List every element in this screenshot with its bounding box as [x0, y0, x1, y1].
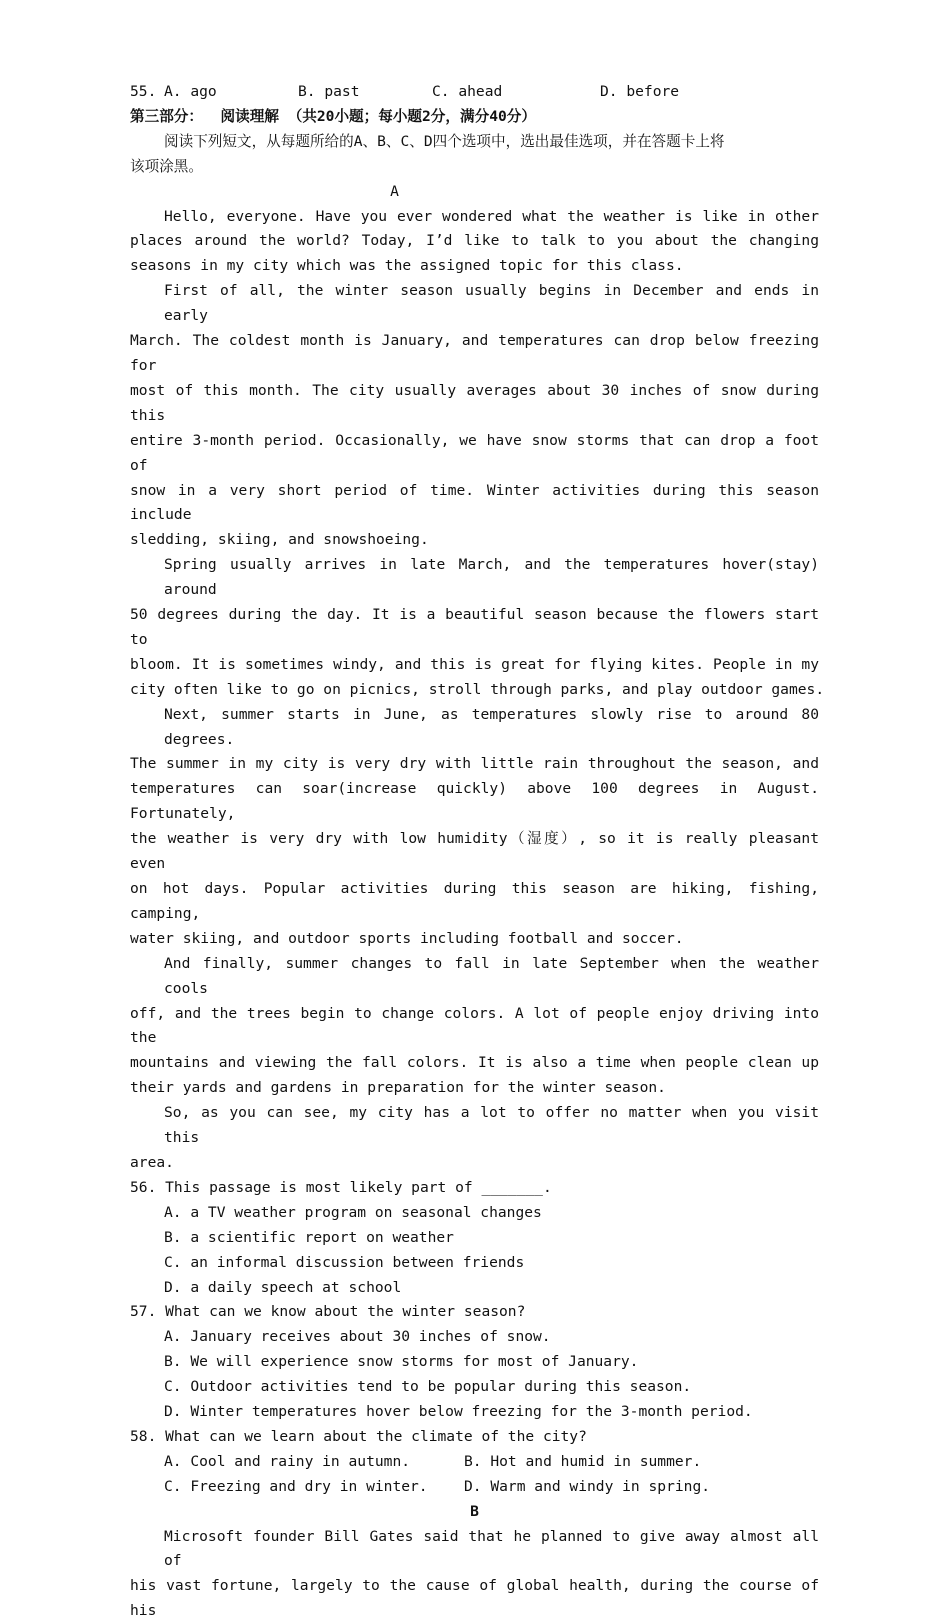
section-header: 第三部分： 阅读理解 （共20小题；每小题2分，满分40分） — [130, 107, 536, 125]
option-d: D. before — [600, 83, 680, 100]
passage-line: bloom. It is sometimes windy, and this is great for flying kites. People in my — [130, 655, 819, 673]
question-stem: 57. What can we know about the winter season? — [130, 1303, 526, 1321]
passage-line: on hot days. Popular activities during this season are hiking, fishing, camping, — [130, 880, 819, 922]
option-c: C. Outdoor activities tend to be popular during this season. — [164, 1378, 692, 1396]
passage-line: Microsoft founder Bill Gates said that he planned to give away almost all of — [164, 1527, 819, 1570]
options-row — [130, 1475, 819, 1500]
passage-line: First of all, the winter season usually begins in December and ends in early — [164, 282, 819, 325]
question-55 — [130, 80, 819, 105]
option-a: A. a TV weather program on seasonal changes — [164, 1203, 542, 1221]
option-c: C. Freezing and dry in winter. — [164, 1477, 428, 1495]
question-stem: 56. This passage is most likely part of _______. — [130, 1178, 552, 1196]
question-57 — [130, 1300, 819, 1425]
passage-line: 50 degrees during the day. It is a beautiful season because the flowers start to — [130, 606, 819, 648]
option-d: D. Warm and windy in spring. — [464, 1477, 711, 1495]
question-stem: 58. What can we learn about the climate of the city? — [130, 1427, 587, 1445]
passage-line: the weather is very dry with low humidity（湿度）, so it is really pleasant even — [130, 830, 819, 873]
passage-line: mountains and viewing the fall colors. It is also a time when people clean up — [130, 1054, 819, 1072]
option-b: B. We will experience snow storms for most of January. — [164, 1353, 639, 1371]
exam-page — [130, 80, 825, 1624]
instruction-line: 阅读下列短文，从每题所给的A、B、C、D四个选项中，选出最佳选项，并在答题卡上将 — [164, 132, 725, 150]
passage-a-label: A — [390, 182, 399, 200]
passage-line: their yards and gardens in preparation for the winter season. — [130, 1079, 666, 1097]
option-d: D. Winter temperatures hover below freezing for the 3-month period. — [164, 1403, 753, 1421]
passage-line: March. The coldest month is January, and temperatures can drop below freezing for — [130, 332, 819, 374]
question-56 — [130, 1176, 819, 1301]
passage-line: The summer in my city is very dry with little rain throughout the season, and — [130, 755, 819, 773]
passage-line: city often like to go on picnics, stroll through parks, and play outdoor games. — [130, 680, 825, 698]
passage-line: his vast fortune, largely to the cause of global health, during the course of his — [130, 1577, 819, 1620]
question-58 — [130, 1425, 819, 1500]
option-b: B. past — [298, 83, 360, 100]
option-a: A. ago — [164, 83, 217, 100]
passage-line: temperatures can soar(increase quickly) above 100 degrees in August. Fortunately, — [130, 780, 819, 823]
option-b: B. Hot and humid in summer. — [464, 1452, 702, 1470]
passage-line: And finally, summer changes to fall in late September when the weather cools — [164, 954, 819, 997]
passage-line: entire 3-month period. Occasionally, we have snow storms that can drop a foot of — [130, 431, 819, 474]
passage-line: Hello, everyone. Have you ever wondered what the weather is like in other — [164, 207, 819, 225]
passage-line: off, and the trees begin to change colors. A lot of people enjoy driving into the — [130, 1004, 819, 1047]
options-row — [130, 1450, 819, 1475]
option-c: C. an informal discussion between friends — [164, 1253, 525, 1271]
passage-line: sledding, skiing, and snowshoeing. — [130, 531, 429, 549]
passage-a — [130, 205, 825, 1176]
passage-line: places around the world? Today, I’d like to talk to you about the changing — [130, 232, 819, 250]
passage-line: So, as you can see, my city has a lot to offer no matter when you visit this — [164, 1104, 819, 1147]
option-b: B. a scientific report on weather — [164, 1228, 454, 1246]
option-c: C. ahead — [432, 83, 503, 100]
passage-line: most of this month. The city usually averages about 30 inches of snow during this — [130, 381, 819, 424]
passage-b — [130, 1525, 819, 1624]
option-a: A. Cool and rainy in autumn. — [164, 1452, 411, 1470]
instructions — [130, 130, 819, 180]
passage-line: snow in a very short period of time. Winter activities during this season include — [130, 481, 819, 524]
passage-line: water skiing, and outdoor sports including football and soccer. — [130, 929, 684, 947]
passage-line: Spring usually arrives in late March, and the temperatures hover(stay) around — [164, 556, 819, 599]
instruction-line: 该项涂黑。 — [130, 157, 203, 175]
passage-line: area. — [130, 1153, 174, 1171]
option-a: A. January receives about 30 inches of snow. — [164, 1328, 551, 1346]
option-d: D. a daily speech at school — [164, 1278, 402, 1296]
passage-line: seasons in my city which was the assigned topic for this class. — [130, 257, 684, 275]
question-number: 55. — [130, 83, 157, 100]
passage-b-label: B — [470, 1502, 479, 1520]
passage-line: Next, summer starts in June, as temperatures slowly rise to around 80 degrees. — [164, 705, 819, 748]
